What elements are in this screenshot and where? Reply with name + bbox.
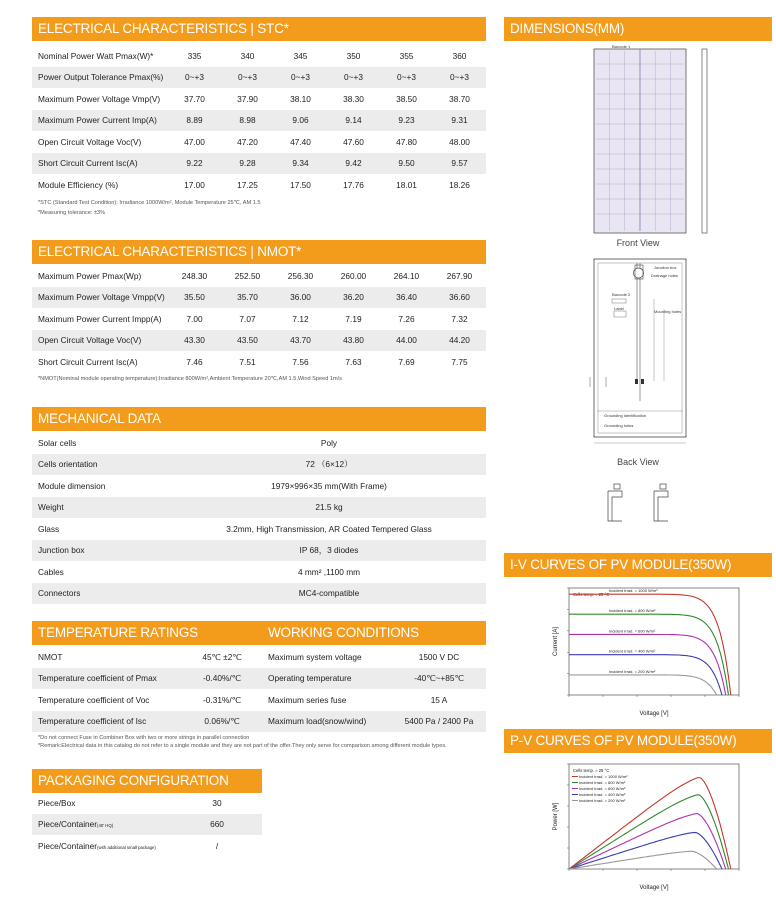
iv-chart-header: I-V CURVES OF PV MODULE(350W) — [504, 553, 772, 577]
table-row — [32, 131, 486, 153]
cell-value: 35.50 — [168, 287, 221, 309]
stc-tolerance-note: *Measuring tolerance: ±3% — [38, 210, 106, 216]
y-axis-label: Current [A] — [553, 626, 559, 657]
legend-title: Cells temp. = 25 °C — [573, 768, 610, 773]
row-label: Maximum Power Current Impp(A) — [38, 313, 162, 324]
pv-chart-header: P-V CURVES OF PV MODULE(350W) — [504, 729, 772, 753]
cell-value: 340 — [240, 50, 255, 61]
table-row — [32, 814, 262, 836]
mechanical-header: MECHANICAL DATA — [32, 407, 486, 431]
cell-value: 9.28 — [221, 153, 274, 175]
cell-value: 9.06 — [274, 110, 327, 132]
cell-value: 47.20 — [237, 136, 258, 147]
cell-value: 17.25 — [237, 179, 258, 190]
cell-value: 9.57 — [433, 153, 486, 175]
row-label: Weight — [32, 497, 172, 519]
working-header: WORKING CONDITIONS — [262, 621, 486, 645]
cell-value: 7.07 — [239, 313, 256, 324]
cell-value: 7.46 — [186, 356, 203, 367]
x-axis-label: Voltage [V] — [639, 711, 669, 717]
cell-value: 37.90 — [237, 93, 258, 104]
cell-value: 72 （6×12） — [172, 454, 486, 476]
cell-value: 47.40 — [290, 136, 311, 147]
series-label: Incident Irrad. = 400 W/m² — [579, 792, 626, 797]
stc-table — [32, 45, 486, 196]
cell-value: 36.20 — [327, 287, 380, 309]
cell-value: 45℃ ±2℃ — [202, 651, 242, 662]
cell-value: 38.70 — [449, 93, 470, 104]
plot-frame — [569, 588, 739, 695]
table-row — [32, 518, 486, 540]
cell-value: 3.2mm, High Transmission, AR Coated Tempered Glass — [226, 523, 432, 534]
cell-value: 17.76 — [343, 179, 364, 190]
table-row — [262, 646, 486, 668]
cell-value: 9.14 — [327, 110, 380, 132]
row-label: Maximum Power Current Imp(A) — [32, 110, 168, 132]
table-row — [32, 540, 486, 562]
series-label: Incident Irrad. = 800 W/m² — [609, 608, 656, 614]
mechanical-table — [32, 432, 486, 604]
table-row — [32, 287, 486, 309]
remark-note: *Remark:Electrical data in this catalog do not refer to a single module and they are not part of the offer.They only serve for comparison among different module types. — [38, 743, 447, 749]
row-label: Connectors — [32, 583, 172, 605]
cell-value: 44.00 — [380, 330, 433, 352]
row-label: Temperature coefficient of Voc — [38, 694, 150, 705]
row-label: Operating temperature — [262, 668, 392, 690]
cell-value: 7.56 — [292, 356, 309, 367]
cell-value: 9.34 — [274, 153, 327, 175]
series-label: Incident Irrad. = 600 W/m² — [609, 628, 656, 634]
row-label — [32, 814, 172, 836]
cell-value: 335 — [187, 50, 202, 61]
table-row — [32, 110, 486, 132]
cell-value: 47.60 — [343, 136, 364, 147]
cell-value: 0~+3 — [380, 67, 433, 89]
table-row — [32, 88, 486, 110]
table-row — [32, 835, 262, 857]
cell-value: 350 — [346, 50, 361, 61]
nmot-table — [32, 265, 486, 373]
table-row — [32, 561, 486, 583]
stc-note: *STC (Standard Test Condition): Irradiance 1000W/m², Module Temperature 25℃, AM 1.5 — [38, 200, 261, 206]
temperature-header: TEMPERATURE RATINGS — [32, 621, 262, 645]
table-row — [32, 668, 262, 690]
cell-value: 5400 Pa / 2400 Pa — [392, 711, 486, 733]
cell-value: 256.30 — [287, 270, 314, 281]
iv-chart — [504, 580, 772, 725]
y-axis-label: Power [W] — [553, 802, 559, 831]
cell-value: 0~+3 — [221, 67, 274, 89]
cell-value: 38.10 — [290, 93, 311, 104]
row-label: Maximum load(snow/wind) — [262, 711, 392, 733]
table-row — [32, 153, 486, 175]
cell-value: 264.10 — [393, 270, 420, 281]
cell-value: 345 — [293, 50, 308, 61]
row-label: Module dimension — [38, 480, 106, 491]
row-label: Short Circuit Current Isc(A) — [32, 153, 168, 175]
cell-value: 0~+3 — [327, 67, 380, 89]
cell-value: 9.31 — [433, 110, 486, 132]
row-label: Short Circuit Current Isc(A) — [38, 356, 138, 367]
table-row — [32, 475, 486, 497]
row-label-text: Piece/Container — [38, 840, 98, 851]
row-label: Glass — [38, 523, 60, 534]
table-row — [262, 689, 486, 711]
cell-value: 38.50 — [396, 93, 417, 104]
table-row — [32, 45, 486, 67]
frame-cross-sections — [608, 484, 668, 521]
series-label: Incident Irrad. = 600 W/m² — [579, 786, 626, 791]
cell-value: 252.50 — [234, 270, 261, 281]
grounding-id-label: Grounding identification — [604, 413, 647, 418]
stc-header: ELECTRICAL CHARACTERISTICS | STC* — [32, 17, 486, 41]
table-row — [32, 792, 262, 814]
dimension-drawings — [504, 41, 772, 541]
mounting-holes-label: Mounting holes — [654, 309, 682, 314]
series-label: Incident Irrad. = 200 W/m² — [609, 668, 656, 674]
cell-value: -0.40%/℃ — [182, 668, 262, 690]
table-row — [32, 583, 486, 605]
cell-value: 7.32 — [451, 313, 468, 324]
junction-box-label: Junction box — [654, 265, 677, 270]
cell-value: 38.30 — [343, 93, 364, 104]
cell-value: 0~+3 — [274, 67, 327, 89]
cell-value: 0~+3 — [433, 67, 486, 89]
row-label: Temperature coefficient of Isc — [32, 711, 182, 733]
x-axis-label: Voltage [V] — [639, 885, 669, 891]
cell-value: 43.80 — [327, 330, 380, 352]
table-row — [32, 454, 486, 476]
front-view-label: Front View — [616, 238, 660, 248]
cell-value: 248.30 — [181, 270, 208, 281]
row-label: Maximum Power Pmax(Wp) — [38, 270, 142, 281]
legend-title: Cells temp. = 25 °C — [573, 592, 610, 597]
working-table — [262, 646, 486, 732]
table-row — [262, 711, 486, 733]
table-row — [32, 67, 486, 89]
cell-value: 7.69 — [398, 356, 415, 367]
cell-value: 7.63 — [345, 356, 362, 367]
cell-value: / — [215, 840, 219, 851]
back-view-label: Back View — [617, 457, 659, 467]
cell-value: 9.50 — [380, 153, 433, 175]
nmot-note: *NMOT(Nominal module operating temperature):Irradiance 800W/m²,Ambient Temperature 20℃,AM 1.5,Wind Speed 1m/s — [38, 376, 343, 382]
barcode2-label: Barcode 2 — [612, 292, 631, 297]
cell-value: 4 mm² ,1100 mm — [297, 566, 361, 577]
cell-value: 0.06%/℃ — [182, 711, 262, 733]
table-row — [32, 308, 486, 330]
row-label: Module Efficiency (%) — [38, 179, 119, 190]
packaging-header: PACKAGING CONFIGURATION — [32, 769, 262, 793]
cell-value: 8.98 — [221, 110, 274, 132]
cell-value: 7.19 — [345, 313, 362, 324]
table-row — [32, 351, 486, 373]
cell-value: 17.50 — [290, 179, 311, 190]
row-label: Open Circuit Voltage Voc(V) — [38, 136, 142, 147]
table-row — [32, 711, 262, 733]
pv-chart — [504, 756, 772, 899]
cell-value: 18.26 — [449, 179, 470, 190]
cell-value: 15 A — [430, 694, 448, 705]
cell-value: 37.70 — [184, 93, 205, 104]
barcode1-label: Barcode 1 — [612, 44, 631, 49]
fuse-note: *Do not connect Fuse in Combiner Box with two or more strings in parallel connection — [38, 735, 250, 741]
row-label: Maximum system voltage — [268, 651, 362, 662]
cell-value: 1500 V DC — [418, 651, 460, 662]
cell-value: -0.31%/℃ — [203, 694, 241, 705]
table-row — [32, 330, 486, 352]
cell-value: 30 — [212, 797, 222, 808]
row-label: Maximum Power Voltage Vmpp(V) — [32, 287, 168, 309]
cell-value: 21.5 kg — [172, 497, 486, 519]
table-row — [32, 265, 486, 287]
dimensions-header: DIMENSIONS(MM) — [504, 17, 772, 41]
cell-value: 660 — [172, 814, 262, 836]
cell-value: 7.26 — [398, 313, 415, 324]
cell-value: 44.20 — [433, 330, 486, 352]
cell-value: 8.89 — [168, 110, 221, 132]
series-label: Incident Irrad. = 800 W/m² — [579, 780, 626, 785]
row-label: Open Circuit Voltage Voc(V) — [32, 330, 168, 352]
series-label: Incident Irrad. = 1000 W/m² — [579, 774, 628, 779]
table-row — [262, 668, 486, 690]
drainage-holes-label: Drainage holes — [651, 273, 678, 278]
cell-value: 7.12 — [292, 313, 309, 324]
cell-value: 9.22 — [168, 153, 221, 175]
row-label: NMOT — [38, 651, 63, 662]
cell-value: 7.51 — [239, 356, 256, 367]
cell-value: 36.40 — [380, 287, 433, 309]
cell-value: 9.23 — [380, 110, 433, 132]
row-label-text: Piece/Container — [38, 819, 98, 830]
cell-value: 0~+3 — [168, 67, 221, 89]
table-row — [32, 174, 486, 196]
cell-value: 260.00 — [340, 270, 367, 281]
cell-value: 17.00 — [184, 179, 205, 190]
cell-value: 48.00 — [449, 136, 470, 147]
table-row — [32, 432, 486, 454]
table-row — [32, 689, 262, 711]
grounding-holes-label: Grounding holes — [604, 423, 634, 428]
row-label — [32, 792, 172, 814]
series-label: Incident Irrad. = 200 W/m² — [579, 798, 626, 803]
label-text: Label — [614, 306, 624, 311]
cell-value: 43.50 — [221, 330, 274, 352]
cell-value: 7.00 — [186, 313, 203, 324]
cell-value: 267.90 — [446, 270, 473, 281]
cell-value: 43.30 — [168, 330, 221, 352]
cell-value: 1979×996×35 mm(With Frame) — [271, 480, 387, 491]
cell-value: 36.60 — [433, 287, 486, 309]
front-view-drawing — [594, 44, 707, 233]
cell-value: 9.42 — [327, 153, 380, 175]
table-row — [32, 646, 262, 668]
cell-value: Poly — [320, 437, 338, 448]
row-label: Maximum series fuse — [268, 694, 347, 705]
cell-value: 360 — [452, 50, 467, 61]
cell-value: 35.70 — [221, 287, 274, 309]
cell-value: 47.80 — [396, 136, 417, 147]
row-label: Nominal Power Watt Pmax(W)* — [38, 50, 154, 61]
cell-value: IP 68，3 diodes — [172, 540, 486, 562]
cell-value: 18.01 — [396, 179, 417, 190]
cell-value: 43.70 — [274, 330, 327, 352]
series-label: Incident Irrad. = 1000 W/m² — [609, 588, 658, 594]
cell-value: 36.00 — [274, 287, 327, 309]
cell-value: 7.75 — [451, 356, 468, 367]
temperature-table — [32, 646, 262, 732]
packaging-table — [32, 792, 262, 857]
row-label — [32, 835, 172, 857]
row-label: Temperature coefficient of Pmax — [32, 668, 182, 690]
back-view-drawing — [590, 259, 686, 443]
row-label-text: Piece/Box — [38, 797, 76, 808]
cell-value: -40℃~+85℃ — [392, 668, 486, 690]
table-row — [32, 497, 486, 519]
nmot-header: ELECTRICAL CHARACTERISTICS | NMOT* — [32, 240, 486, 264]
cell-value: MC4-compatible — [172, 583, 486, 605]
row-label-sub: (with additional small package) — [97, 844, 156, 850]
row-label: Cells orientation — [32, 454, 172, 476]
row-label: Power Output Tolerance Pmax(%) — [32, 67, 168, 89]
row-label: Maximum Power Voltage Vmp(V) — [38, 93, 161, 104]
cell-value: 47.00 — [184, 136, 205, 147]
row-label-sub: (40' HQ) — [97, 823, 114, 829]
row-label: Cables — [38, 566, 64, 577]
row-label: Junction box — [32, 540, 172, 562]
series-label: Incident Irrad. = 400 W/m² — [609, 648, 656, 654]
row-label: Solar cells — [38, 437, 77, 448]
cell-value: 355 — [399, 50, 414, 61]
